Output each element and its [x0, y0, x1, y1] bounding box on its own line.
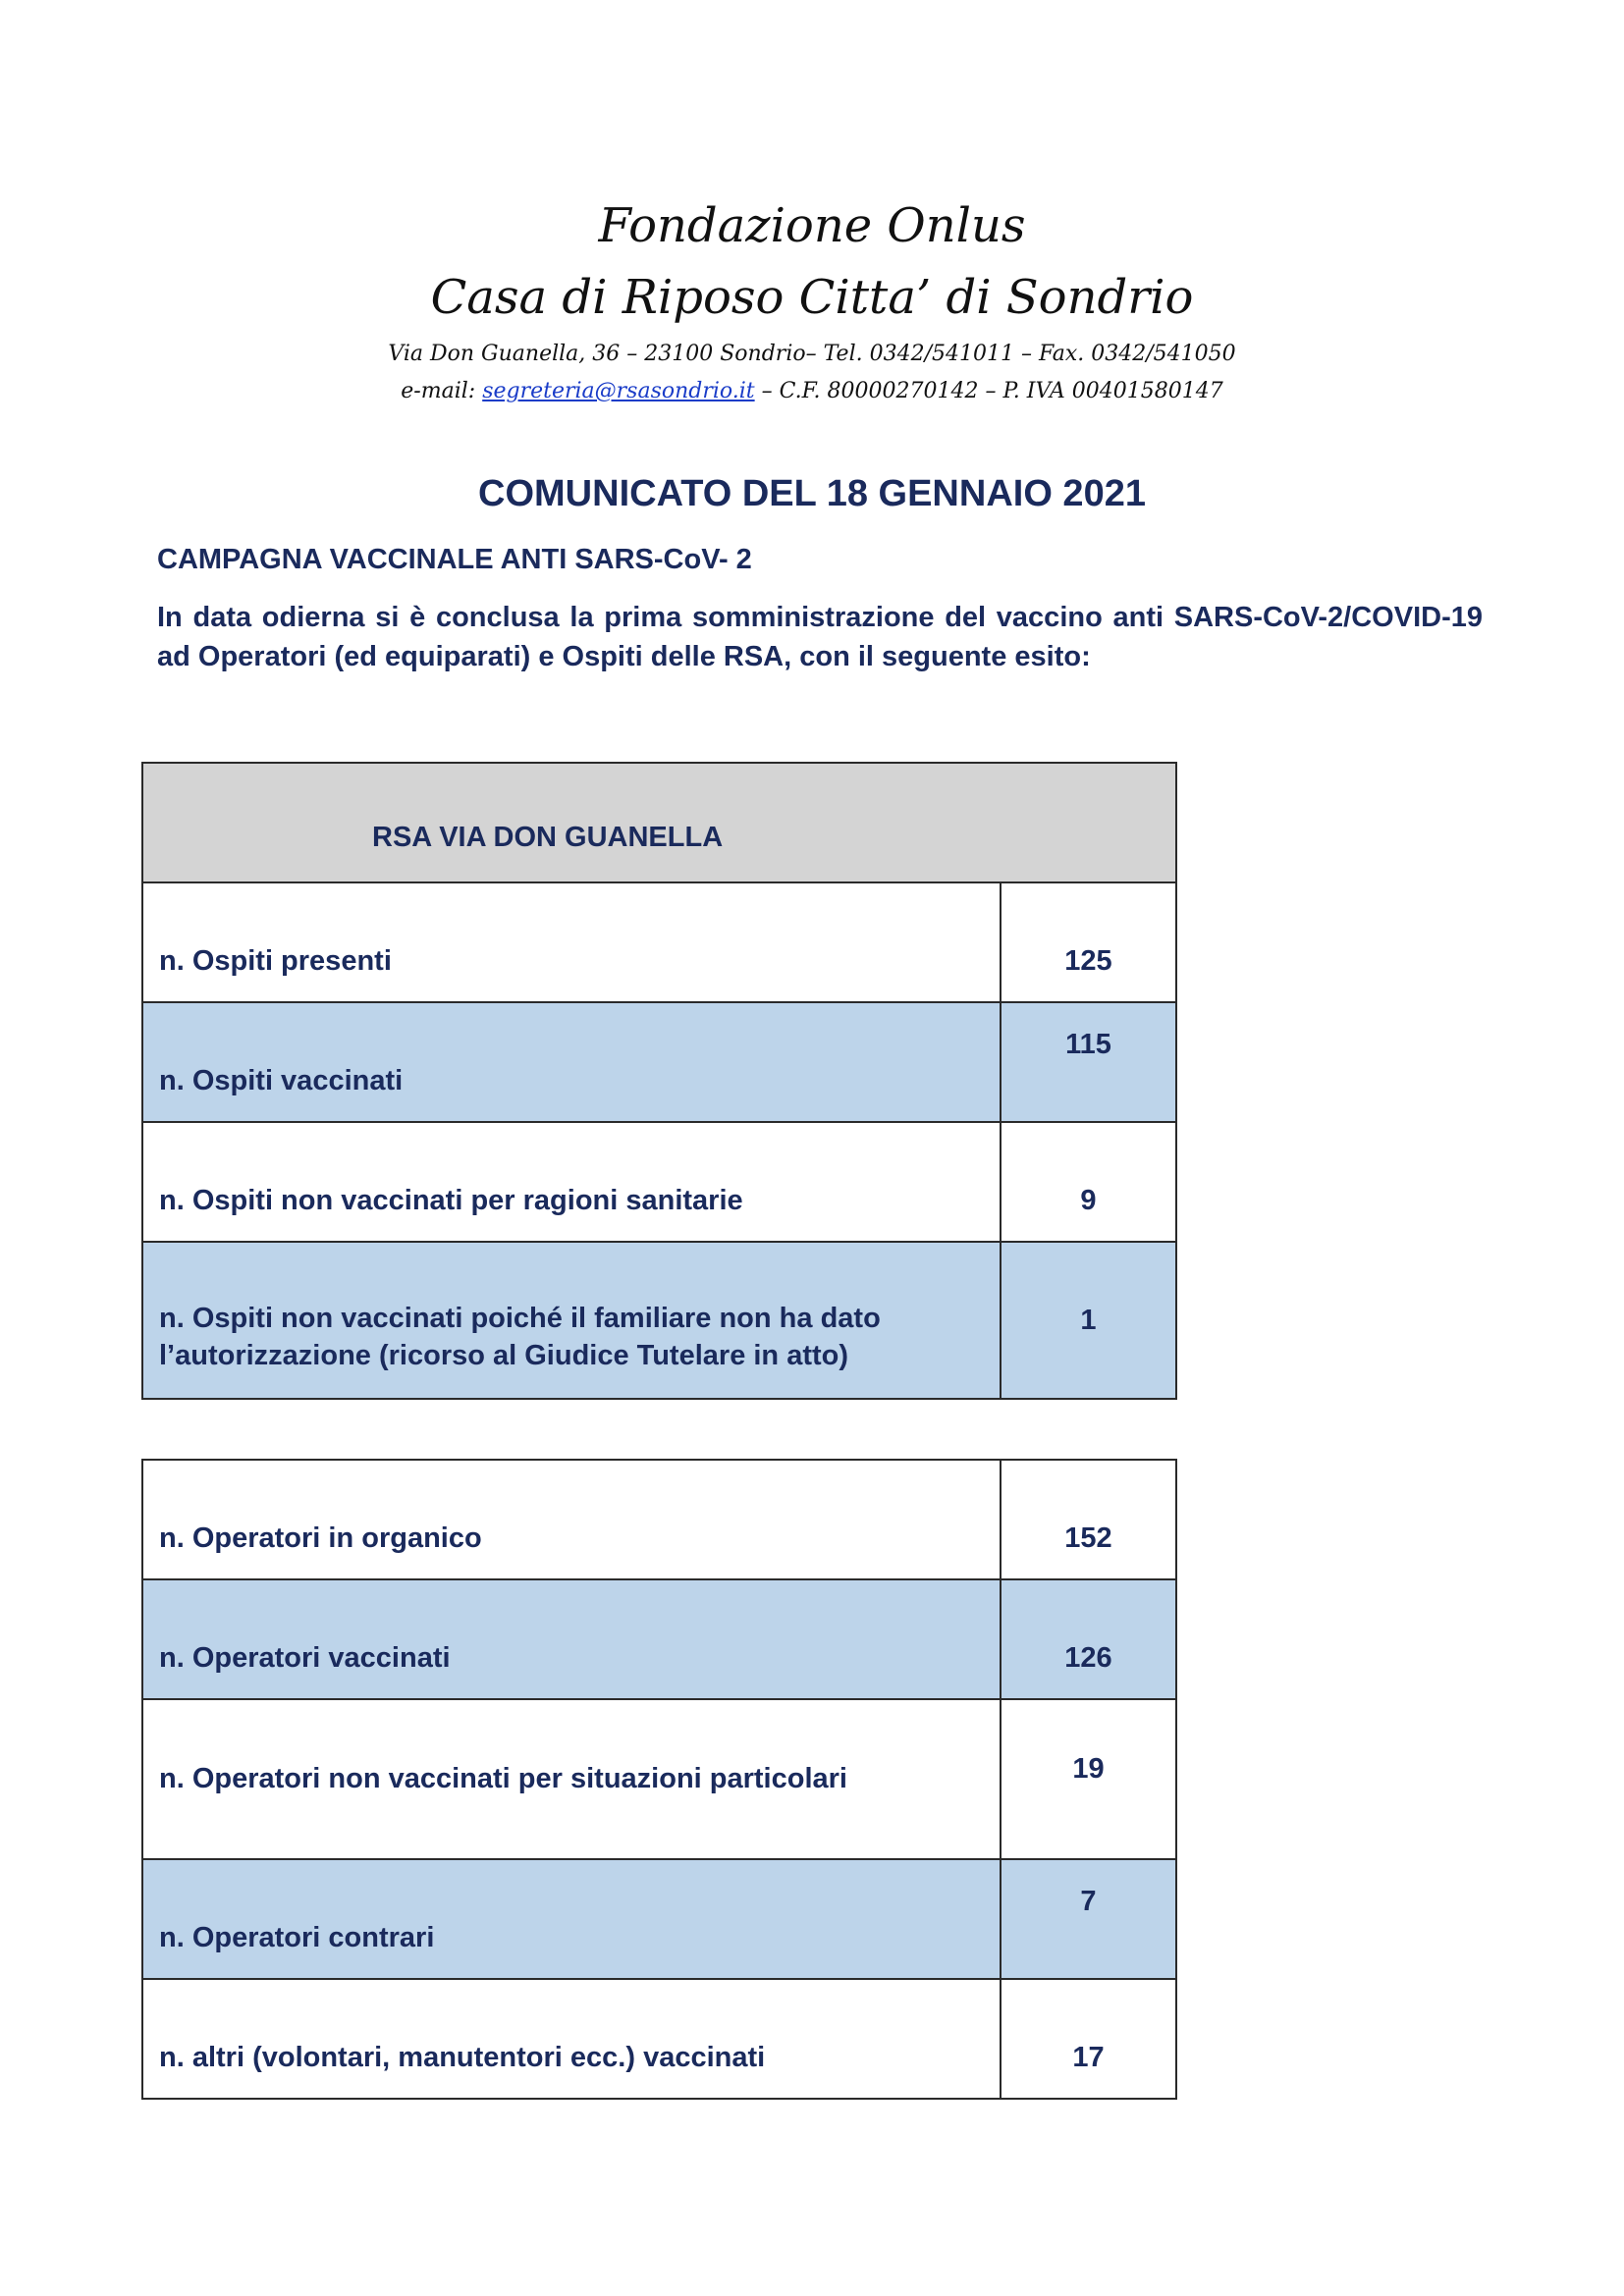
row-value: 9: [1001, 1122, 1176, 1242]
document-title: COMUNICATO DEL 18 GENNAIO 2021: [478, 473, 1146, 514]
table-row: [142, 1579, 1176, 1699]
table-heading: RSA VIA DON GUANELLA: [142, 763, 1176, 882]
email-prefix: e-mail:: [401, 379, 483, 403]
table-row: [142, 1002, 1176, 1122]
row-label: n. altri (volontari, manutentori ecc.) vaccinati: [142, 1979, 1001, 2099]
row-label: n. Ospiti presenti: [142, 882, 1001, 1002]
row-label: n. Ospiti non vaccinati per ragioni sanitarie: [142, 1122, 1001, 1242]
row-label: n. Ospiti non vaccinati poiché il familiare non ha dato l’autorizzazione (ricorso al Giudice Tutelare in atto): [142, 1242, 1001, 1399]
table-row: [142, 1242, 1176, 1399]
row-value: 19: [1001, 1699, 1176, 1859]
table-row: [142, 1122, 1176, 1242]
intro-paragraph: In data odierna si è conclusa la prima somministrazione del vaccino anti SARS-CoV-2/COVID-19 ad Operatori (ed equiparati) e Ospiti delle RSA, con il seguente esito:: [157, 602, 1483, 672]
row-label: n. Ospiti vaccinati: [142, 1002, 1001, 1122]
address-line: Via Don Guanella, 36 – 23100 Sondrio– Tel. 0342/541011 – Fax. 0342/541050: [388, 342, 1236, 366]
row-value: 17: [1001, 1979, 1176, 2099]
org-name-line2: Casa di Riposo Citta’ di Sondrio: [430, 270, 1194, 325]
table-row: [142, 1859, 1176, 1979]
row-label: n. Operatori vaccinati: [142, 1579, 1001, 1699]
fiscal-info: – C.F. 80000270142 – P. IVA 00401580147: [754, 379, 1223, 403]
table-row: [142, 1979, 1176, 2099]
email-link[interactable]: segreteria@rsasondrio.it: [482, 379, 755, 403]
row-value: 7: [1001, 1859, 1176, 1979]
row-value: 1: [1001, 1242, 1176, 1399]
document-subtitle: CAMPAGNA VACCINALE ANTI SARS-CoV- 2: [157, 544, 752, 575]
row-value: 126: [1001, 1579, 1176, 1699]
row-label: n. Operatori non vaccinati per situazioni particolari: [142, 1699, 1001, 1859]
contact-line: [0, 377, 1624, 406]
row-value: 115: [1001, 1002, 1176, 1122]
table-row: [142, 1699, 1176, 1859]
table-row: [142, 882, 1176, 1002]
row-label: n. Operatori in organico: [142, 1460, 1001, 1579]
org-name-line1: Fondazione Onlus: [598, 198, 1026, 253]
guests-table: [141, 762, 1177, 1400]
table-row: [142, 1460, 1176, 1579]
staff-table: [141, 1459, 1177, 2100]
row-value: 125: [1001, 882, 1176, 1002]
row-value: 152: [1001, 1460, 1176, 1579]
row-label: n. Operatori contrari: [142, 1859, 1001, 1979]
table-heading-row: [142, 763, 1176, 882]
